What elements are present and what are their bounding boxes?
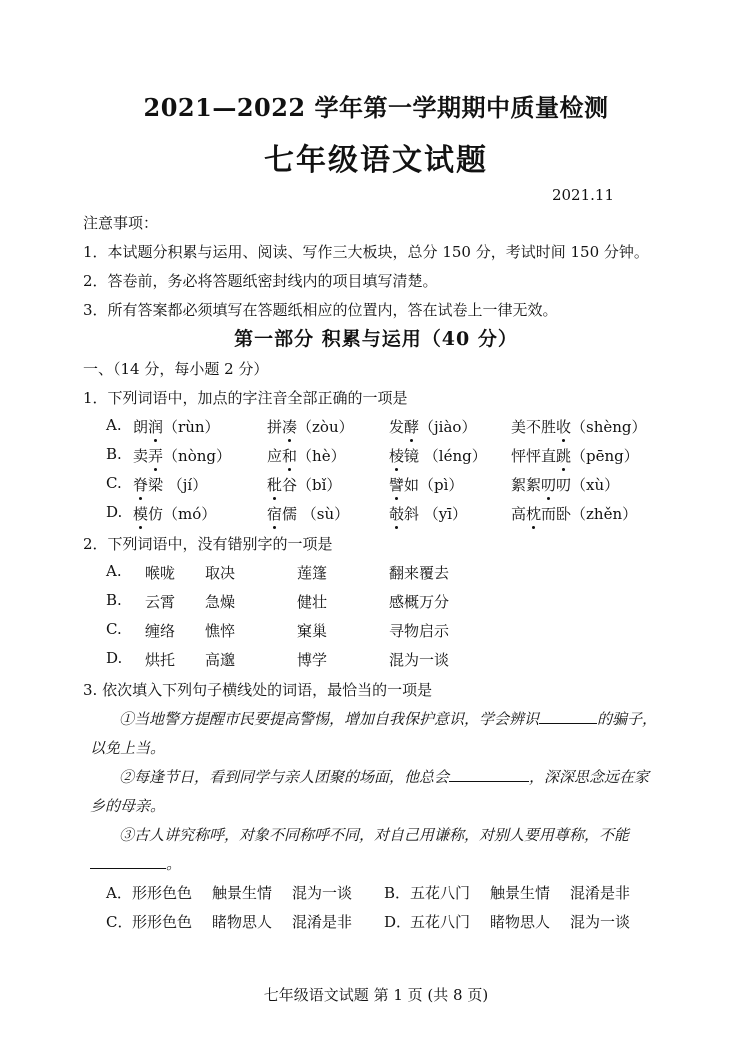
section-title: 第一部分 积累与运用（40 分）	[234, 328, 518, 350]
option-word: 睹物思人	[212, 913, 273, 931]
option-word: 感概万分	[389, 593, 450, 611]
answer-blank	[90, 854, 166, 869]
option-word: 急燥	[205, 593, 236, 611]
dotted-character: 棱	[389, 447, 405, 465]
option-word: 高枕而卧（zhěn）	[511, 505, 638, 523]
option-word: 莲篷	[297, 564, 328, 582]
option-word: 云霄	[145, 593, 176, 611]
question-3-sentence-3: ③古人讲究称呼，对象不同称呼不同，对自己用谦称，对别人要用尊称，不能	[119, 826, 630, 844]
option-word: 譬如（pì）	[389, 476, 464, 494]
dotted-character: 酵	[404, 418, 420, 436]
option-word: 絮絮叨叨（xù）	[511, 476, 620, 494]
option-word: 棱镜 （léng）	[389, 447, 487, 465]
option-label: A.	[106, 416, 122, 434]
question-3-sentence-1-cont: 以免上当。	[90, 739, 166, 757]
question-1-stem: 1．下列词语中，加点的字注音全部正确的一项是	[83, 389, 408, 407]
option-word: 模仿（mó）	[133, 505, 217, 523]
notice-item: 3．所有答案都必须填写在答题纸相应的位置内，答在试卷上一律无效。	[83, 301, 558, 319]
dotted-character: 脊	[133, 476, 149, 494]
option-word: 朗润（rùn）	[133, 418, 220, 436]
dotted-character: 跳	[556, 447, 572, 465]
exam-date: 2021.11	[551, 186, 614, 204]
dotted-character: 秕	[267, 476, 283, 494]
dotted-character: 收	[556, 418, 572, 436]
option-label: A.	[106, 562, 122, 580]
option-label: C.	[106, 474, 122, 492]
option-word: 触景生情	[212, 884, 273, 902]
option-word: 攲斜 （yī）	[389, 505, 468, 523]
option-word: 发酵（jiào）	[389, 418, 477, 436]
option-label: D.	[106, 649, 123, 667]
dotted-character: 模	[133, 505, 149, 523]
option-word: 卖弄（nòng）	[133, 447, 231, 465]
dotted-character: 枕	[526, 505, 542, 523]
dotted-character: 润	[148, 418, 164, 436]
option-word: 宿儒 （sù）	[267, 505, 350, 523]
dotted-character: 弄	[148, 447, 164, 465]
question-3-sentence-1: ①当地警方提醒市民要提高警惕，增加自我保护意识，学会辨识 的骗子，	[119, 710, 658, 728]
question-3-sentence-3-cont: 。	[90, 853, 181, 874]
option-label: C．	[106, 913, 133, 931]
option-word: 取决	[205, 564, 236, 582]
option-label: D.	[106, 503, 123, 521]
answer-blank	[449, 767, 529, 782]
page-footer: 七年级语文试题 第 1 页 (共 8 页)	[263, 986, 489, 1004]
option-word: 混淆是非	[570, 884, 631, 902]
exam-subtitle: 七年级语文试题	[264, 143, 488, 178]
option-word: 五花八门	[410, 884, 471, 902]
question-3-stem: 3. 依次填入下列句子横线处的词语，最恰当的一项是	[83, 681, 433, 699]
dotted-character: 攲	[389, 505, 405, 523]
option-word: 睹物思人	[490, 913, 551, 931]
option-word: 混为一谈	[389, 651, 450, 669]
dotted-character: 凑	[282, 418, 298, 436]
option-word: 秕谷（bǐ）	[267, 476, 342, 494]
option-word: 拼凑（zòu）	[267, 418, 354, 436]
dotted-character: 譬	[389, 476, 405, 494]
option-word: 寻物启示	[389, 622, 450, 640]
option-word: 混为一谈	[570, 913, 631, 931]
option-label: D．	[384, 913, 412, 931]
option-word: 混淆是非	[292, 913, 353, 931]
option-word: 形形色色	[132, 884, 193, 902]
option-word: 窠巢	[297, 622, 328, 640]
option-label: C.	[106, 620, 122, 638]
option-word: 五花八门	[410, 913, 471, 931]
option-word: 烘托	[145, 651, 176, 669]
option-label: B.	[106, 591, 122, 609]
notice-item: 1．本试题分积累与运用、阅读、写作三大板块，总分 150 分，考试时间 150 分钟。	[83, 243, 649, 261]
option-word: 混为一谈	[292, 884, 353, 902]
option-word: 形形色色	[132, 913, 193, 931]
exam-title: 2021—2022 学年第一学期期中质量检测	[143, 93, 609, 122]
question-3-sentence-2-cont: 乡的母亲。	[90, 797, 166, 815]
option-word: 脊梁 （jí）	[133, 476, 208, 494]
option-word: 喉咙	[145, 564, 176, 582]
notice-heading: 注意事项：	[83, 214, 159, 232]
part-heading: 一、（14 分，每小题 2 分）	[83, 360, 269, 378]
option-word: 怦怦直跳（pēng）	[511, 447, 639, 465]
option-word: 缠络	[145, 622, 176, 640]
option-label: B.	[106, 445, 122, 463]
dotted-character: 叨	[541, 476, 557, 494]
option-label: A．	[106, 884, 132, 902]
question-3-sentence-2: ②每逢节日，看到同学与亲人团聚的场面，他总会 ，深深思念远在家	[119, 768, 650, 786]
option-word: 翻来覆去	[389, 564, 450, 582]
answer-blank	[539, 709, 597, 724]
option-word: 美不胜收（shèng）	[511, 418, 647, 436]
option-word: 高邈	[205, 651, 236, 669]
option-word: 博学	[297, 651, 328, 669]
question-2-stem: 2．下列词语中，没有错别字的一项是	[83, 535, 333, 553]
notice-item: 2．答卷前，务必将答题纸密封线内的项目填写清楚。	[83, 272, 438, 290]
dotted-character: 宿	[267, 505, 283, 523]
option-word: 触景生情	[490, 884, 551, 902]
option-word: 憔悴	[205, 622, 236, 640]
option-word: 健壮	[297, 593, 328, 611]
option-word: 应和（hè）	[267, 447, 346, 465]
option-label: B．	[384, 884, 411, 902]
dotted-character: 和	[282, 447, 298, 465]
